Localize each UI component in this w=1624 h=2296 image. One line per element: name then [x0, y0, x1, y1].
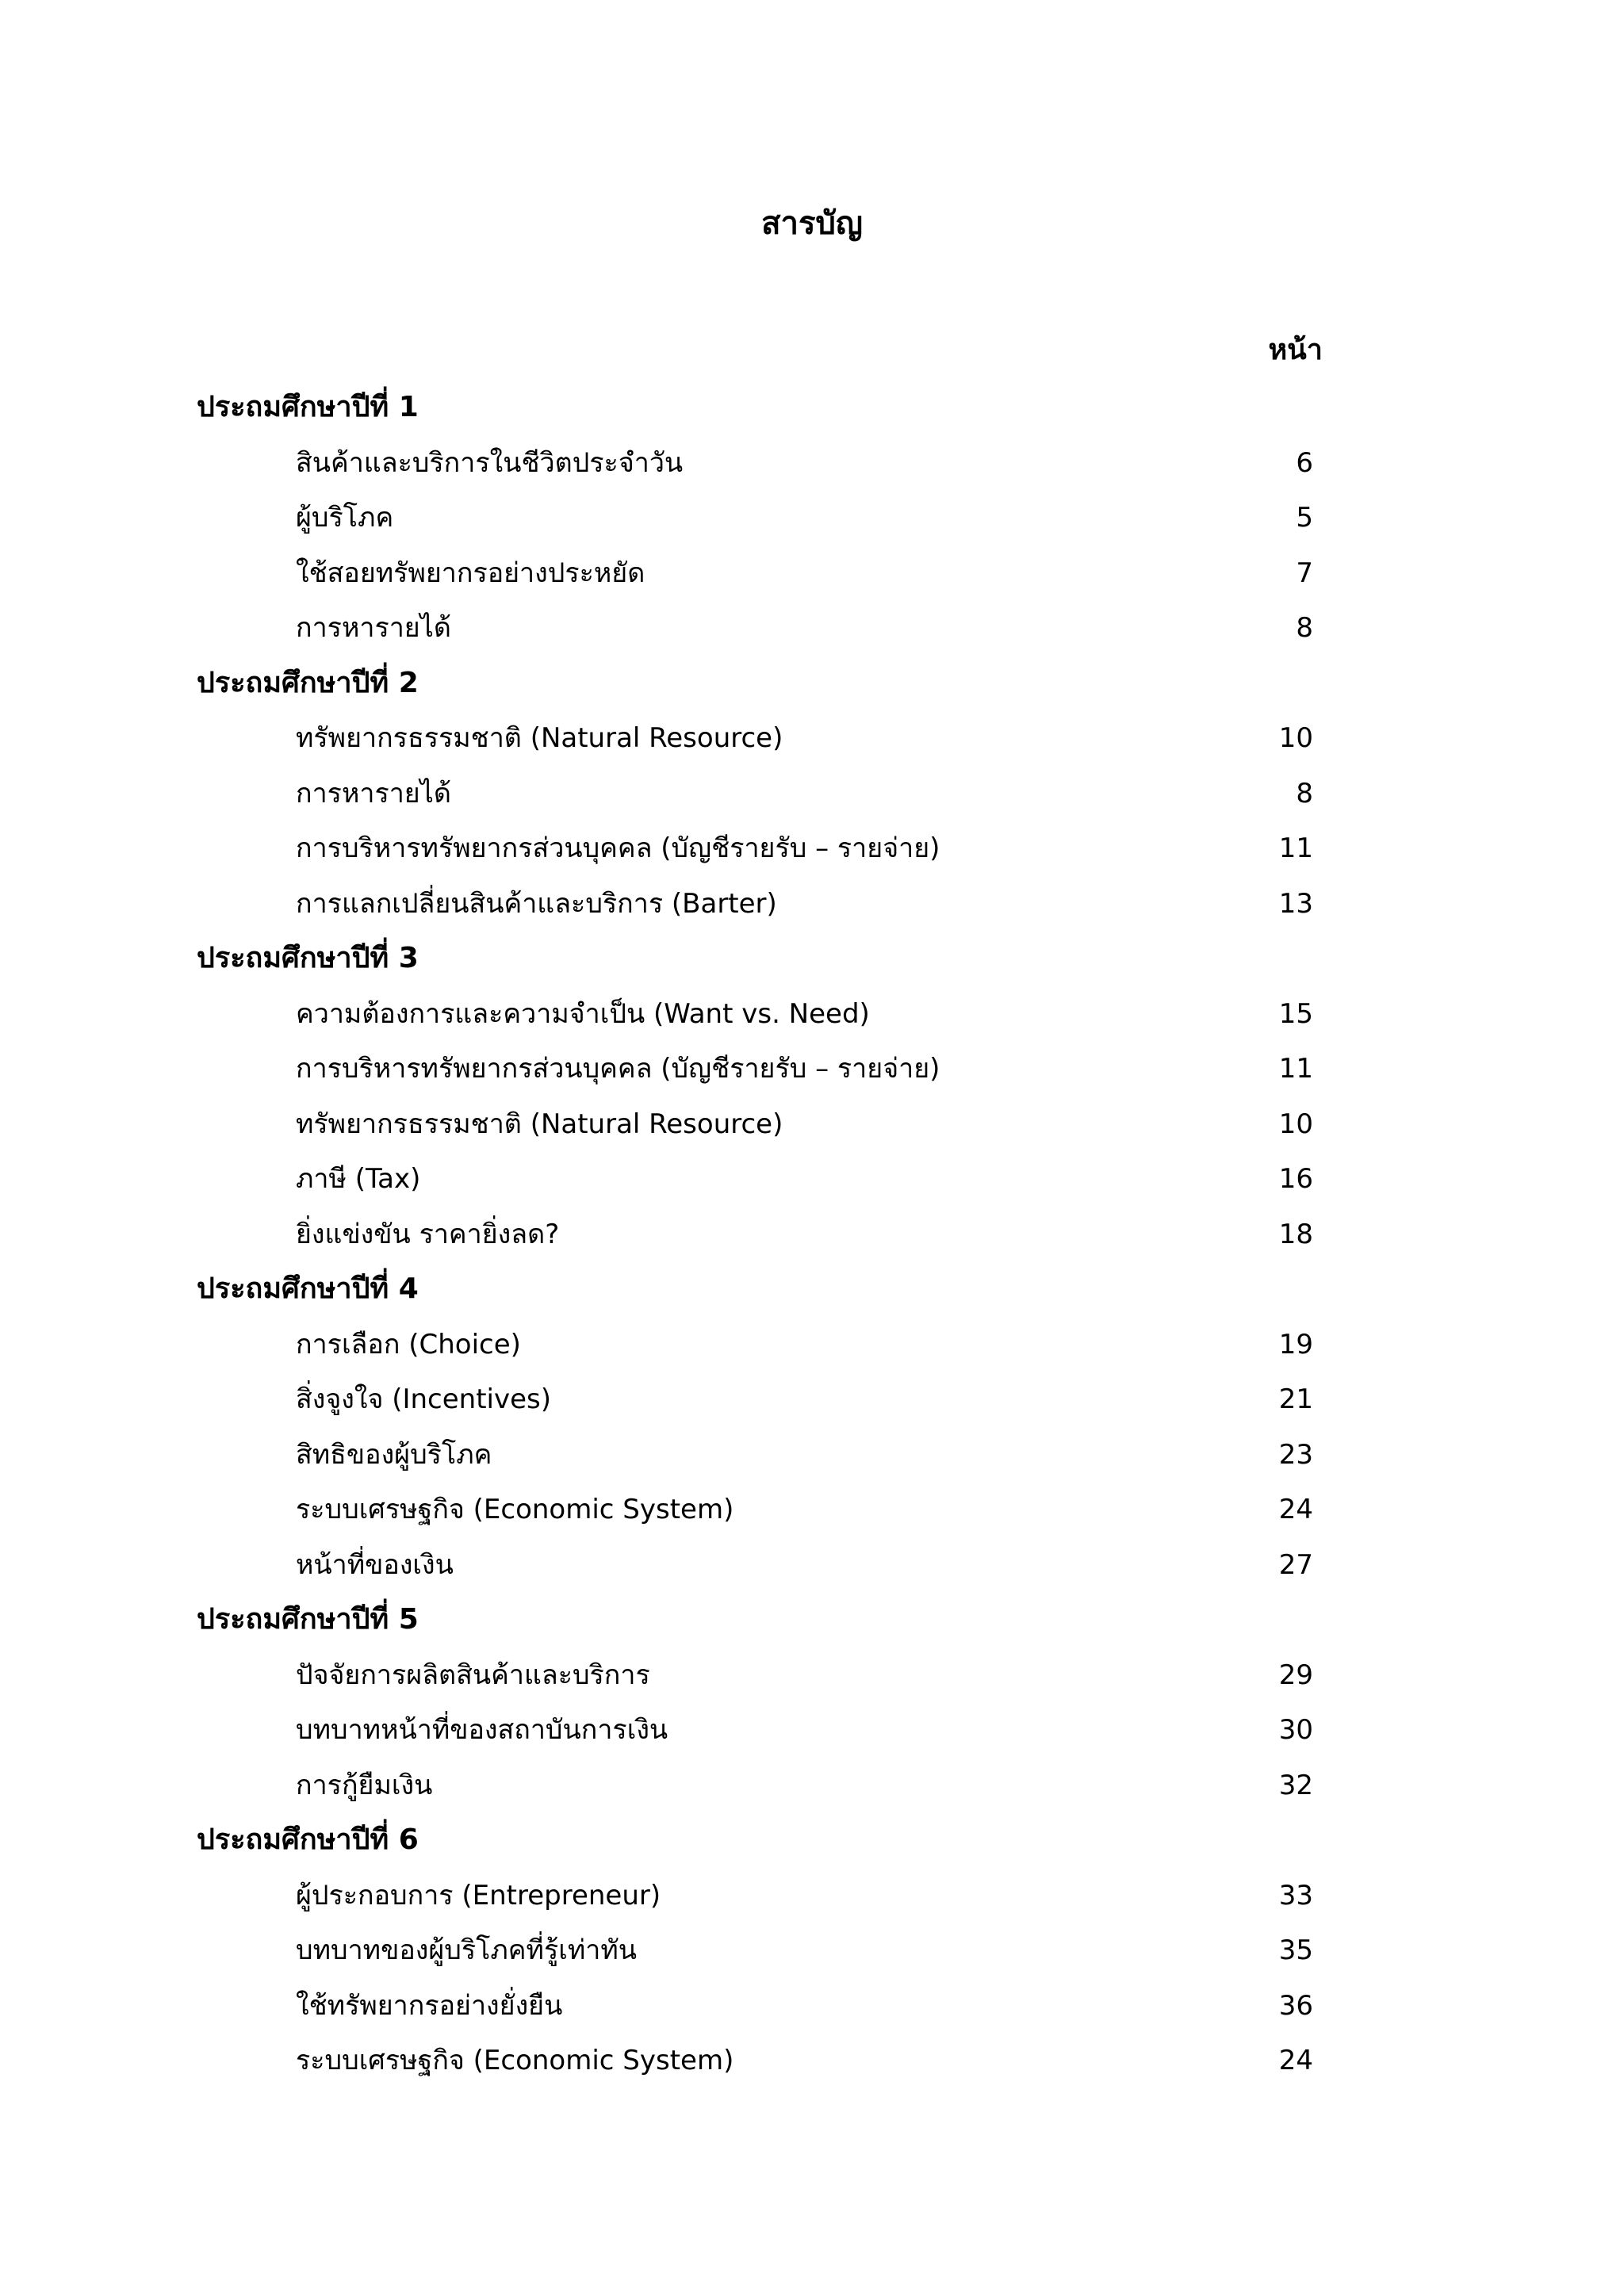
toc-entry — [0, 770, 1624, 825]
toc-entry — [0, 714, 1624, 770]
toc-entry — [0, 1706, 1624, 1762]
toc-entry — [0, 1651, 1624, 1707]
toc-entry-title: ใช้ทรัพยากรอย่างยั่งยืน — [296, 1989, 563, 2022]
toc-entry-title: ทรัพยากรธรรมชาติ (Natural Resource) — [296, 722, 783, 754]
toc-entry-page-number: 13 — [1278, 887, 1313, 920]
toc-entry-page-number: 18 — [1278, 1218, 1313, 1250]
grade-heading-label: ประถมศึกษาปีที่ 4 — [197, 1272, 419, 1305]
toc-entry-title: ระบบเศรษฐกิจ (Economic System) — [296, 2045, 734, 2076]
toc-entry — [0, 1762, 1624, 1817]
toc-entry-title: การเลือก (Choice) — [296, 1328, 521, 1360]
toc-entry-page-number: 33 — [1278, 1879, 1313, 1911]
toc-entry — [0, 1982, 1624, 2038]
toc-entry — [0, 1431, 1624, 1487]
toc-entry-title: สินค้าและบริการในชีวิตประจำวัน — [296, 446, 684, 479]
toc-entry-page-number: 5 — [1296, 502, 1313, 534]
toc-entry-page-number: 27 — [1278, 1548, 1313, 1581]
toc-entry-page-number: 32 — [1278, 1769, 1313, 1801]
toc-entry-page-number: 7 — [1296, 557, 1313, 589]
toc-entry-title: การหารายได้ — [296, 612, 451, 644]
toc-entry-page-number: 19 — [1278, 1328, 1313, 1360]
toc-entry-title: การหารายได้ — [296, 777, 451, 809]
toc-entry-page-number: 10 — [1278, 1108, 1313, 1140]
toc-entry — [0, 604, 1624, 660]
toc-entry-title: ยิ่งแข่งขัน ราคายิ่งลด? — [296, 1218, 560, 1250]
grade-heading-label: ประถมศึกษาปีที่ 2 — [197, 666, 419, 699]
toc-entry-title: การแลกเปลี่ยนสินค้าและบริการ (Barter) — [296, 887, 777, 920]
toc-entry — [0, 1321, 1624, 1376]
toc-entry-title: ผู้ประกอบการ (Entrepreneur) — [296, 1879, 661, 1911]
toc-entry-page-number: 30 — [1278, 1714, 1313, 1746]
toc-entry — [0, 549, 1624, 605]
toc-entry-title: สิทธิของผู้บริโภค — [296, 1438, 492, 1471]
toc-entry-title: หน้าที่ของเงิน — [296, 1548, 454, 1581]
toc-entry — [0, 1100, 1624, 1156]
toc-entry-title: ความต้องการและความจำเป็น (Want vs. Need) — [296, 997, 870, 1030]
toc-entry — [0, 825, 1624, 880]
toc-entry — [0, 1541, 1624, 1597]
toc-entry-page-number: 35 — [1278, 1934, 1313, 1966]
toc-entry — [0, 2037, 1624, 2092]
toc-entry-title: สิ่งจูงใจ (Incentives) — [296, 1383, 552, 1415]
toc-entry — [0, 1155, 1624, 1211]
toc-entry-page-number: 24 — [1278, 2045, 1313, 2076]
grade-heading-label: ประถมศึกษาปีที่ 6 — [197, 1823, 419, 1856]
toc-entry-title: บทบาทหน้าที่ของสถาบันการเงิน — [296, 1714, 668, 1746]
toc-entry-title: ทรัพยากรธรรมชาติ (Natural Resource) — [296, 1108, 783, 1140]
toc-entry-page-number: 29 — [1278, 1659, 1313, 1691]
toc-entry — [0, 1486, 1624, 1541]
toc-entry-page-number: 6 — [1296, 446, 1313, 479]
table-of-contents — [0, 384, 1624, 2092]
grade-heading-label: ประถมศึกษาปีที่ 5 — [197, 1603, 419, 1636]
toc-entry-page-number: 21 — [1278, 1383, 1313, 1415]
toc-entry — [0, 1376, 1624, 1431]
toc-entry-page-number: 15 — [1278, 997, 1313, 1030]
toc-entry-page-number: 23 — [1278, 1438, 1313, 1471]
toc-entry-title: การบริหารทรัพยากรส่วนบุคคล (บัญชีรายรับ – รายจ่าย) — [296, 832, 940, 864]
grade-heading-label: ประถมศึกษาปีที่ 3 — [197, 942, 419, 974]
toc-grade-heading — [0, 660, 1624, 715]
grade-heading-label: ประถมศึกษาปีที่ 1 — [197, 391, 419, 423]
toc-entry-page-number: 8 — [1296, 777, 1313, 809]
toc-grade-heading — [0, 1265, 1624, 1321]
toc-grade-heading — [0, 935, 1624, 990]
toc-entry-title: ผู้บริโภค — [296, 502, 394, 534]
toc-entry-title: ใช้สอยทรัพยากรอย่างประหยัด — [296, 557, 645, 589]
toc-grade-heading — [0, 1816, 1624, 1872]
toc-entry-page-number: 10 — [1278, 722, 1313, 754]
toc-entry — [0, 439, 1624, 495]
toc-entry-page-number: 8 — [1296, 612, 1313, 644]
toc-entry-page-number: 36 — [1278, 1989, 1313, 2022]
toc-entry-title: ปัจจัยการผลิตสินค้าและบริการ — [296, 1659, 650, 1691]
page-title: สารบัญ — [761, 205, 863, 242]
toc-entry-title: การกู้ยืมเงิน — [296, 1769, 433, 1801]
toc-entry-title: ระบบเศรษฐกิจ (Economic System) — [296, 1494, 734, 1525]
toc-entry-title: การบริหารทรัพยากรส่วนบุคคล (บัญชีรายรับ – รายจ่าย) — [296, 1053, 940, 1085]
toc-entry-title: บทบาทของผู้บริโภคที่รู้เท่าทัน — [296, 1934, 637, 1966]
toc-entry-page-number: 11 — [1278, 832, 1313, 864]
toc-entry-page-number: 16 — [1278, 1163, 1313, 1195]
toc-entry — [0, 494, 1624, 549]
toc-entry — [0, 880, 1624, 936]
toc-entry — [0, 990, 1624, 1046]
toc-entry — [0, 1045, 1624, 1100]
toc-entry-page-number: 24 — [1278, 1494, 1313, 1525]
toc-entry-title: ภาษี (Tax) — [296, 1163, 421, 1195]
toc-grade-heading — [0, 384, 1624, 439]
toc-entry — [0, 1872, 1624, 1927]
toc-entry — [0, 1927, 1624, 1982]
toc-grade-heading — [0, 1596, 1624, 1651]
page-column-header: หน้า — [1268, 334, 1323, 366]
toc-entry — [0, 1211, 1624, 1266]
toc-entry-page-number: 11 — [1278, 1053, 1313, 1085]
